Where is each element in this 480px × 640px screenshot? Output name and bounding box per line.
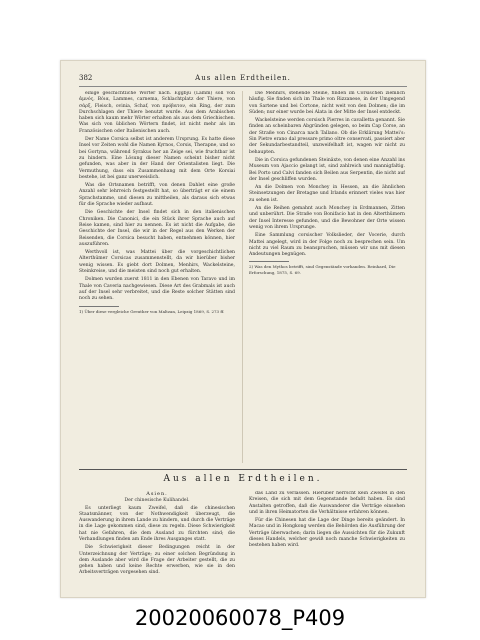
running-head [79,71,407,85]
paragraph: Die in Corsica gefundenen Steinäxte, von denen eine Anzahl ins Museum von Ajaccio gelangt ist, sind zahlreich und mannigfaltig. Bei Porto und Calvi fanden sich Beilen aus Serpentin, die nicht auf der Insel geschliffen wurden. [249,157,405,182]
left-column [79,91,235,463]
section-heading: Asien. [146,491,168,497]
paragraph: Die Menhirs, stehende Steine, finden im Corsischen ziemlich häufig. Sie finden sich im Thale von Rizzanese, in der Umgegend von Sartene und bei Cortone, nicht weit von den Dolmen; die im Süden; nur einer wurde bei Alata in der Mitte der Insel entdeckt. [249,91,405,115]
footnote-rule [79,306,119,307]
paragraph: Es unterliegt kaum Zweifel, daß die chinesischen Staatsmänner, von der Nothwendigkeit überzeugt, die Auswanderung in ihrem Lande zu hindern, und durch die Verträge in die Lage gekommen sind, diese zu regeln. Diese Schwierigkeit hat nie Gefahren, die dem Ausland zu fürchten sind; die Verhandlungen finden am Ende ihres Ausganges statt. [79,505,235,542]
section-rule [79,469,407,470]
page-number: 382 [79,74,93,82]
bottom-right-column [249,491,405,587]
paragraph: Dolmen wurden zuerst 1811 in den Ebenen von Taravo und im Thale von Caveria nachgewiesen. Diese Art des Grabmals ist auch auf der Insel sehr verbreitet, und die Reste solcher Stätten sind noch zu sehen. [79,277,235,302]
paragraph: Was die Ortsnamen betrifft, von denen Dahlet eine große Anzahl sehr lehrreich festgestellt hat, so überträgt er sie einem Sprachstamme, und diesen zu mittheilen, als daraus sich etwas für die Sprache wieder aufbaut. [79,183,235,208]
paragraph: Die Schwierigkeit dieser Bedingungen reicht in der Unterzeichnung der Verträge; zu einer solchen Begründung in dem Auslande aber wird die Frage der Arbeiter gestellt, die zu gehen haben und keine Rechte erwerben, wie sie in den Arbeitsverträgen vorgesehen sind. [79,545,235,576]
right-column [249,91,405,463]
running-title: Aus allen Erdtheilen. [195,74,291,82]
footnote: 2) Was den Mythos betrifft, sind Gegenstände vorhanden. Reinhard, Die Erforschung, 1875, S. 69. [249,264,396,275]
paragraph: Wackelsteine werden corsisch Pierres in cavalletta genannt. Sie finden an scheinbaren Abgründen gelegen, so beim Cap Corse, an der Straße von Cinarca nach Tallano. Ob die Erklärung Mattei's: Sin Pietre erano dal pressare primo oltre conservati, passiert aber der Sekundarbestandteil, unzweifelhaft ist, wagen wir nicht zu behaupten. [249,118,405,155]
paragraph: An die Reihen gemahnt auch Monchey in Erdmannen, Zitten und unberührt. Die Straße von Bonifacio hat in den Alterthümern der Insel Interesse gefunden, und die Bewohner der Orte wissen wenig von ihrem Ursprunge. [249,206,405,230]
footnote: 1) Über diese vergleiche Greuther von Maltzan, Leipzig 1869, S. 273 ff. [79,308,225,314]
article-heading: Der chinesische Kulihandel. [124,498,190,503]
paragraph: das Land zu verlassen. Hierüber herrscht kein Zweifel in den Kreisen, die sich mit dem Gegenstande befaßt haben. Es sind Anstalten getroffen, daß die Auswanderer die Verträge einsehen und in ihren Heimatorten die Verhältnisse erfahren können. [249,491,405,515]
scanned-book-page [60,60,426,598]
footnote-rule [249,261,289,262]
paragraph: An die Dolmen von Monchey in Hessen, an die ähnlichen Steinsetzungen der Bretagne und Irlands erinnert vieles was hier zu sehen ist. [249,185,405,203]
column-divider [242,91,243,463]
header-rule [79,86,407,87]
paragraph: Werthvoll ist, was Mattei über die vorgeschichtlichen Alterthümer Corsicas zusammenstellt, da wir hierüber bisher wenig wissen. Es giebt dort Dolmen, Menhirs, Wackelsteine, Steinkreise, und die meisten sind noch gut erhalten. [79,250,235,275]
paragraph: Für die Chinesen hat die Lage der Dinge bereits geändert. In Macao und in Hongkong werden die Behörden die Ausführung der Verträge überwachen; darin liegen die Aussichten für die Zukunft dieses Handels, welcher gewiß noch manche Schwierigkeiten zu bestehen haben wird. [249,518,405,549]
section-title: Aus allen Erdtheilen. [163,474,323,484]
scan-id-caption: 20020060078_P409 [134,606,346,630]
paragraph: Eine Sammlung corsischer Volkslieder, der Vocerie, durch Mattei angelegt, wird in der Folge noch zu besprechen sein. Um nicht zu viel Raum zu beanspruchen, müssen wir uns mit diesen Andeutungen begnügen. [249,233,405,258]
paragraph: Der Name Corsica selbst ist anderem Ursprung. Es hatte diese Insel vor Zeiten wohl die Namen Kyrnos, Corsis, Therapne, und so bei Gortyna, während Syrakus her an Zeige sei, wie fruchtbar ist zu hindern. Eine Lösung dieser Namen scheint bisher nicht gefunden, was aber in der Hand der Orientalisten liegt. Die Vermuthung, dass ein Zusammenhang mit dem Orte Korsiai bestehe, ist bei ganz unerweislich. [79,137,235,180]
bottom-left-column [79,491,235,587]
paragraph: Die Geschichte der Insel findet sich in den italienischen Chroniken. Die Canonici, die ein Stück ihrer Sprache auch auf Reise kamen, sind hier zu nennen. Es ist nicht die Aufgabe, die Geschichte der Insel, die wir in der Regel aus den Werken der Reisenden, die Corsica besucht haben, entnehmen können, hier auszuführen. [79,210,235,247]
paragraph: einige geschichtliche Wörter nach. Eggbju (Lamm) soll von ἀμνός, Βόια, Lammes, carnema, Schlachtplatz der Thiere, von σάρξ, Fleisch, ovinia, Schaf, von πρόβατον, ein Ring, der zum Durchschlagen der Thiere benutzt wurde. Aus dem Arabischen haben sich kaum mehr Wörter erhalten als aus dem Griechischen. Was sich von üblichen Wörtern findet, ist nicht mehr als im Französischen oder Italienischen auch. [79,91,235,134]
